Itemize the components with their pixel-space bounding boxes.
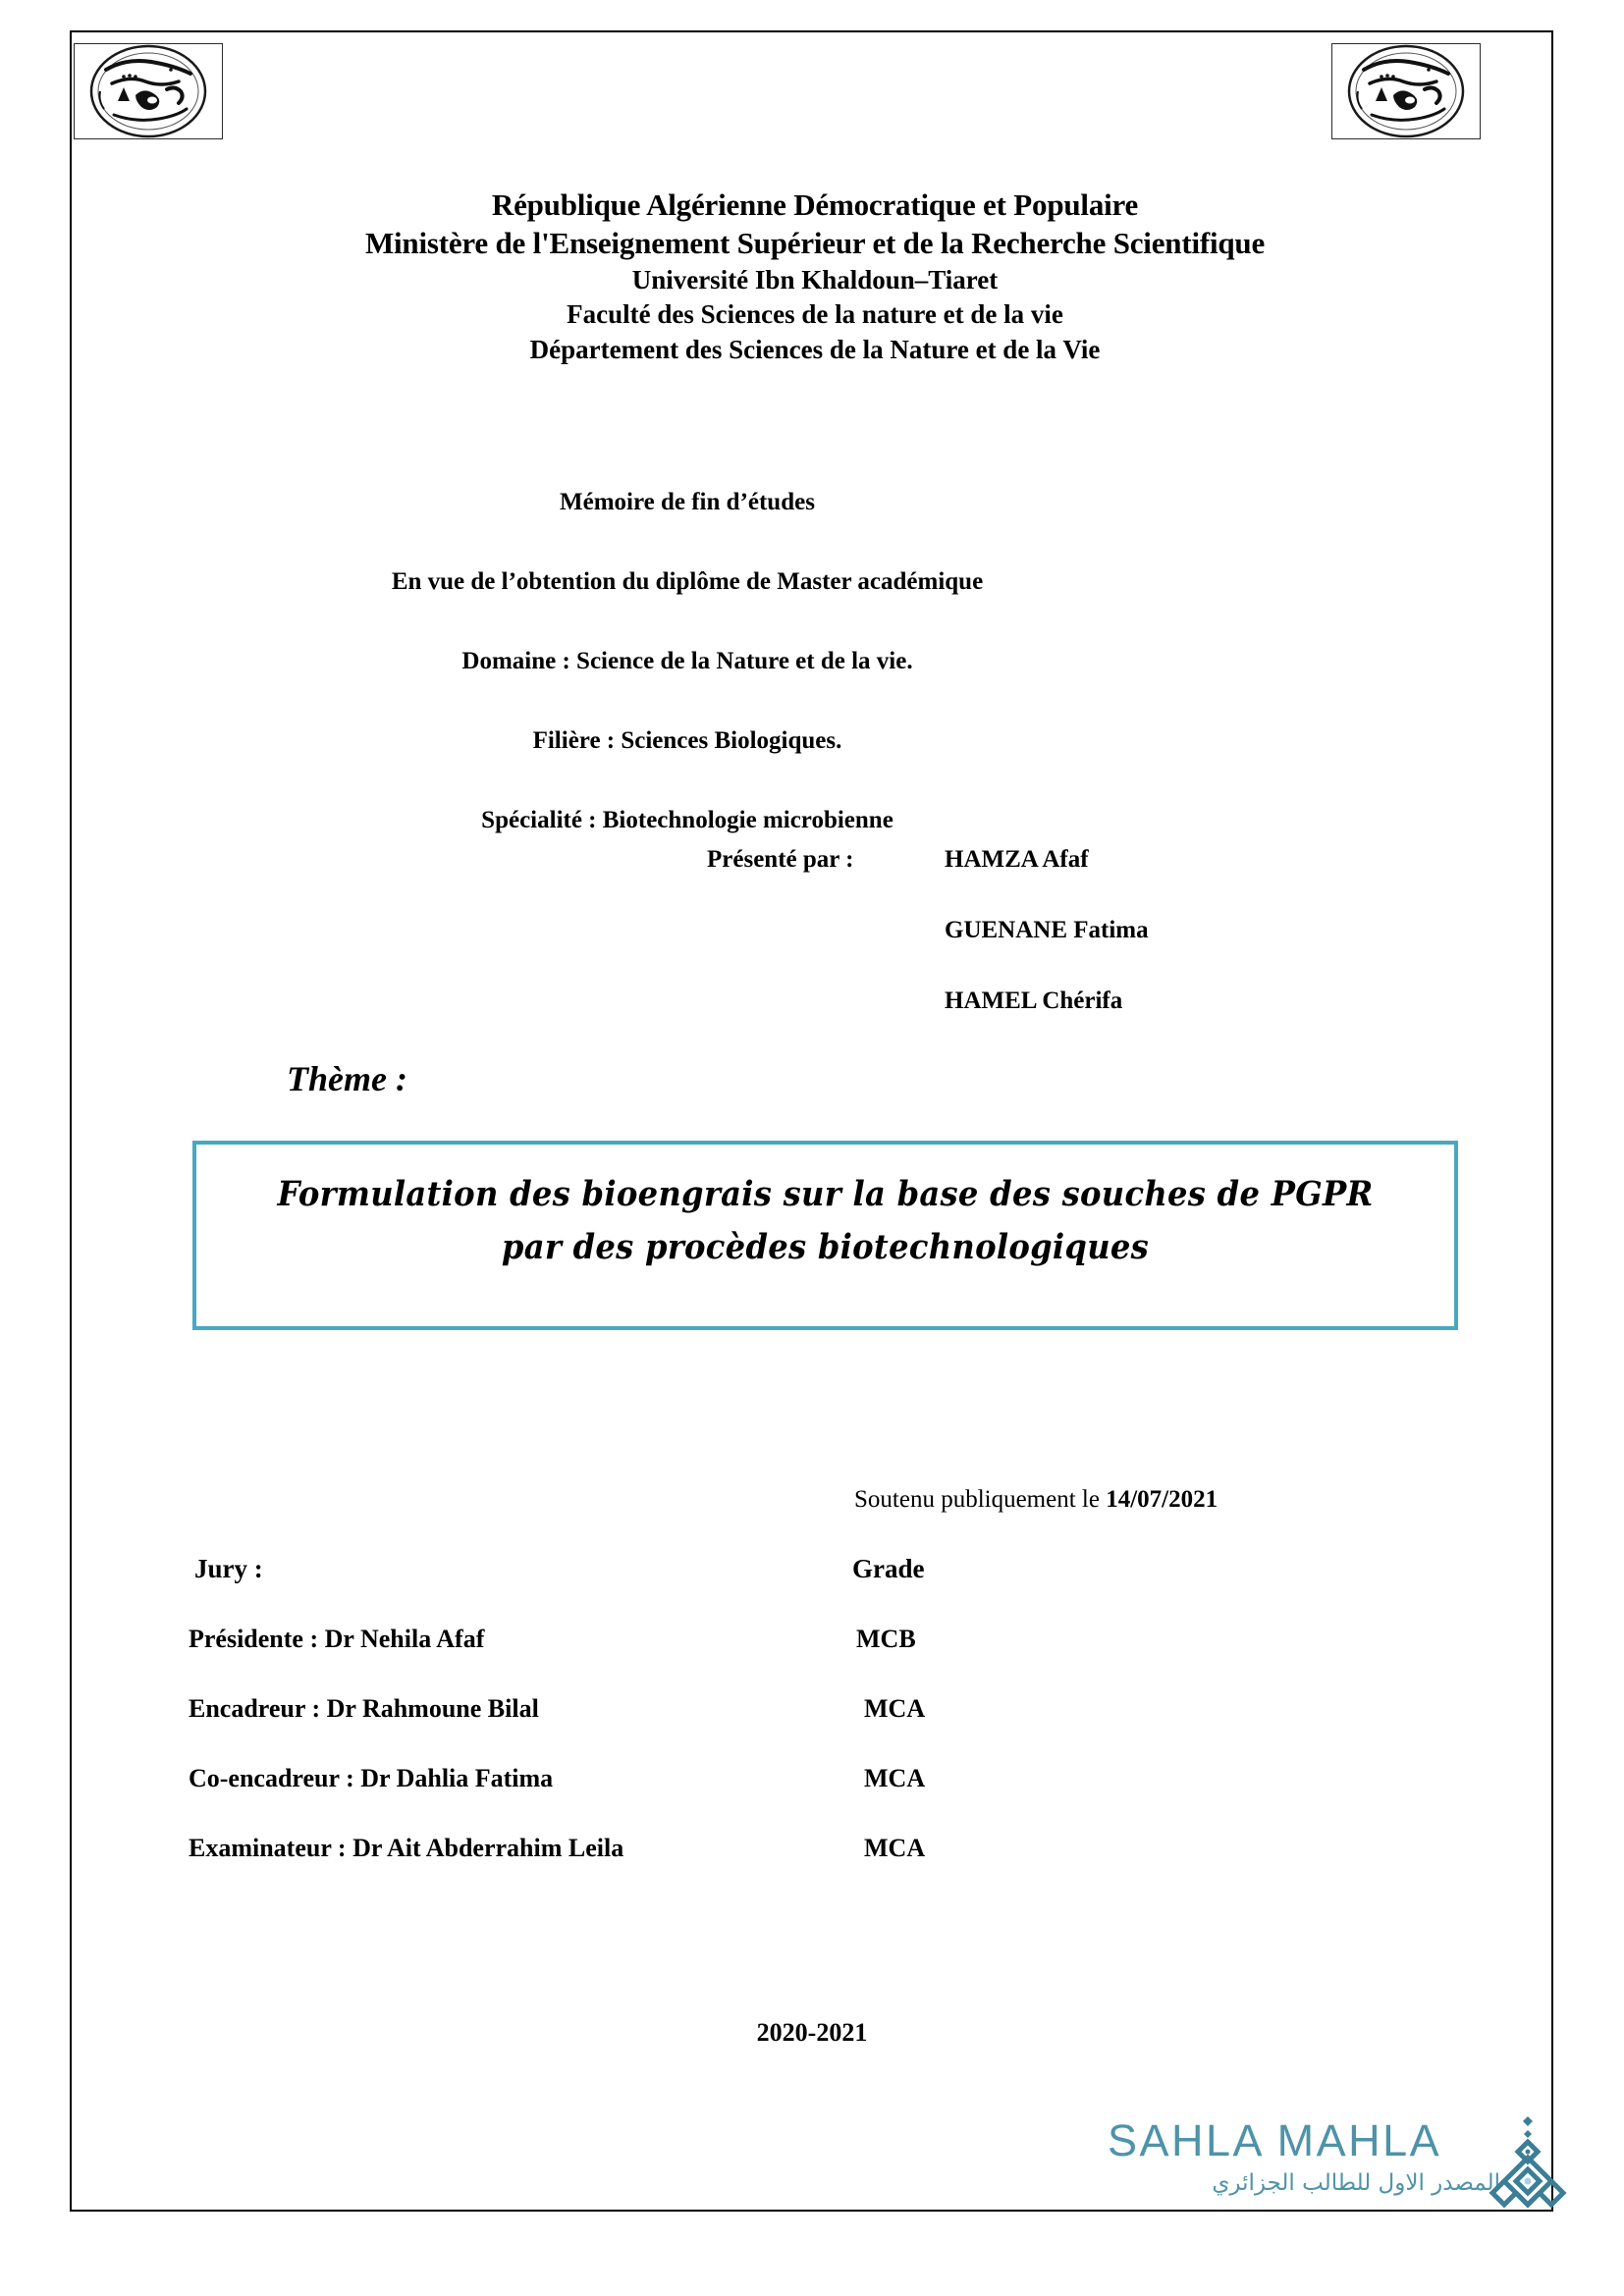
- jury-member-role-name: Encadreur : Dr Rahmoune Bilal: [189, 1694, 539, 1723]
- header-republic: République Algérienne Démocratique et Populaire: [491, 187, 1139, 222]
- degree-purpose: En vue de l’obtention du diplôme de Master académique: [391, 568, 984, 595]
- institution-header: [177, 187, 1453, 367]
- university-seal-icon: [1342, 43, 1470, 139]
- jury-member-grade: MCA: [864, 1694, 926, 1723]
- domain-line: Domaine : Science de la Nature et de la vie.: [461, 648, 913, 674]
- defense-date-value: 14/07/2021: [1106, 1486, 1218, 1513]
- jury-member-role-name: Examinateur : Dr Ait Abderrahim Leila: [189, 1834, 624, 1862]
- jury-member-grade: MCA: [864, 1764, 926, 1792]
- defense-date-prefix: Soutenu publiquement le: [854, 1486, 1107, 1513]
- filiere-line: Filière : Sciences Biologiques.: [532, 727, 842, 754]
- header-ministry: Ministère de l'Enseignement Supérieur et de la Recherche Scientifique: [364, 225, 1266, 260]
- university-seal-icon: [84, 43, 212, 139]
- watermark-subtitle: المصدر الاول للطالب الجزائري: [1212, 2170, 1500, 2196]
- presented-by-label: [707, 846, 903, 874]
- theme-text: [246, 1168, 1404, 1275]
- memoir-label: Mémoire de fin d’études: [560, 489, 815, 515]
- theme-line-2: par des procèdes biotechnologiques: [501, 1227, 1150, 1268]
- student-name: GUENANE Fatima: [945, 917, 1149, 943]
- sahla-mahla-watermark: [1108, 2115, 1520, 2228]
- amazigh-diamond-emblem-icon: [1483, 2112, 1573, 2222]
- header-department: Département des Sciences de la Nature et de la Vie: [529, 334, 1101, 364]
- jury-member-role-name: Présidente : Dr Nehila Afaf: [189, 1625, 485, 1653]
- theme-line-1: Formulation des bioengrais sur la base des souches de PGPR: [277, 1174, 1374, 1214]
- student-name: HAMEL Chérifa: [945, 988, 1123, 1014]
- degree-info-block: [177, 489, 1198, 834]
- academic-year: 2020-2021: [756, 2018, 868, 2047]
- specialite-line: Spécialité : Biotechnologie microbienne: [481, 807, 893, 833]
- jury-member-grade: MCA: [864, 1834, 926, 1862]
- university-seal-left-logo: [74, 43, 223, 139]
- header-faculty: Faculté des Sciences de la nature et de la vie: [567, 299, 1063, 330]
- jury-heading: Jury :: [194, 1554, 263, 1583]
- theme-label: Thème :: [287, 1059, 407, 1098]
- jury-member-grade: MCB: [856, 1625, 916, 1653]
- student-name: HAMZA Afaf: [945, 846, 1089, 873]
- defense-date: [854, 1486, 1218, 1514]
- university-seal-right-logo: [1331, 43, 1481, 139]
- presented-by-text: Présenté par :: [707, 846, 854, 873]
- theme-box: [192, 1141, 1458, 1330]
- watermark-title: SAHLA MAHLA: [1108, 2115, 1442, 2165]
- grade-column-header: Grade: [852, 1554, 925, 1583]
- jury-member-role-name: Co-encadreur : Dr Dahlia Fatima: [189, 1764, 554, 1792]
- header-university: Université Ibn Khaldoun–Tiaret: [631, 264, 999, 294]
